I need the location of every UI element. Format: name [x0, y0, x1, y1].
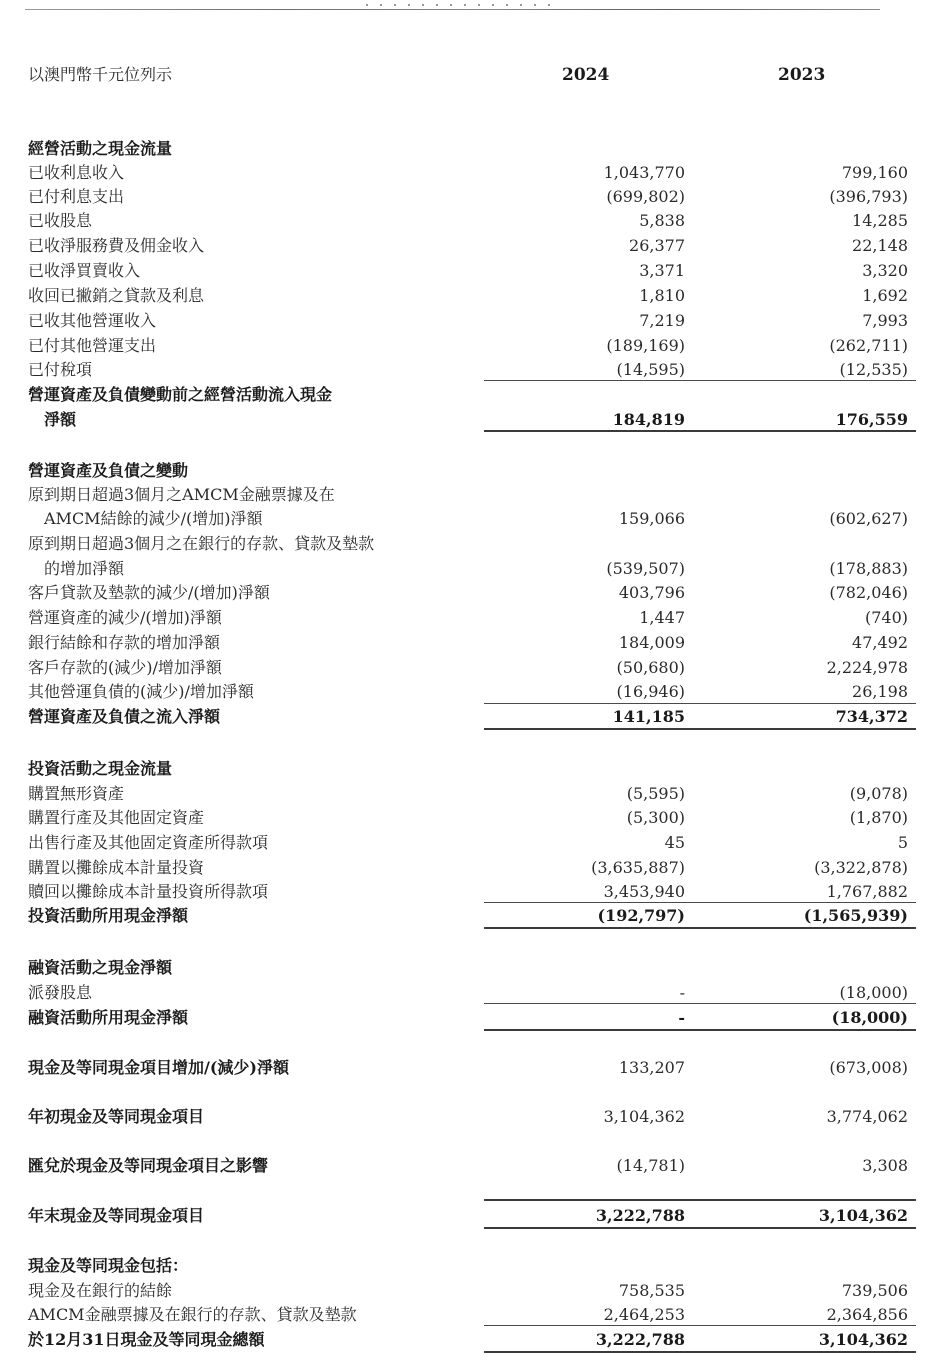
summary-row-opening — [0, 1106, 933, 1130]
row-label: 已收利息收入 — [28, 163, 125, 182]
value-2023: (740) — [864, 608, 908, 627]
value-2024: 159,066 — [618, 509, 685, 528]
value-2023: 3,320 — [862, 261, 908, 280]
table-row — [0, 285, 933, 309]
subtotal-row-operating-line1 — [0, 384, 933, 408]
value-2023: 2,224,978 — [826, 658, 908, 677]
value-2023: 1,692 — [862, 286, 908, 305]
table-row-line1 — [0, 484, 933, 508]
total-rule — [484, 1351, 916, 1353]
value-2023: 47,492 — [852, 633, 908, 652]
value-2023: (602,627) — [829, 509, 908, 528]
table-row — [0, 657, 933, 681]
summary-row-fx-effect — [0, 1155, 933, 1179]
row-label: 現金及在銀行的結餘 — [28, 1281, 173, 1300]
section-title: 現金及等同現金包括： — [28, 1256, 189, 1275]
row-label: 於12月31日現金及等同現金總額 — [28, 1330, 265, 1349]
value-2024: 141,185 — [612, 707, 685, 726]
section-title: 經營活動之現金流量 — [28, 139, 173, 158]
value-2023: (396,793) — [829, 187, 908, 206]
value-2023: 3,308 — [862, 1156, 908, 1175]
value-2024: 1,447 — [639, 608, 685, 627]
row-label: 購置以攤餘成本計量投資 — [28, 858, 205, 877]
row-label: 原到期日超過3個月之在銀行的存款、貸款及墊款 — [28, 534, 375, 553]
value-2023: 3,104,362 — [818, 1330, 908, 1349]
section-title-composition — [0, 1255, 933, 1279]
section-title-financing — [0, 957, 933, 981]
value-2023: 734,372 — [835, 707, 908, 726]
table-row — [0, 162, 933, 186]
table-row — [0, 310, 933, 334]
value-2024: - — [679, 983, 685, 1002]
row-label: AMCM金融票據及在銀行的存款、貸款及墊款 — [28, 1305, 357, 1324]
total-row-composition — [0, 1329, 933, 1353]
value-2023: 1,767,882 — [826, 882, 908, 901]
subtotal-rule — [484, 902, 916, 903]
table-row — [0, 335, 933, 359]
value-2024: 1,043,770 — [603, 163, 685, 182]
value-2023: 3,774,062 — [826, 1107, 908, 1126]
value-2023: (1,565,939) — [803, 906, 908, 925]
row-label: 匯兌於現金及等同現金項目之影響 — [28, 1156, 269, 1175]
table-row — [0, 607, 933, 631]
value-2023: 5 — [897, 833, 908, 852]
row-label: 的增加淨額 — [44, 559, 125, 578]
section-title-working-capital — [0, 460, 933, 484]
value-2023: 26,198 — [852, 682, 908, 701]
table-row — [0, 832, 933, 856]
section-title-investing — [0, 758, 933, 782]
value-2024: 403,796 — [618, 583, 685, 602]
value-2023: 2,364,856 — [826, 1305, 908, 1324]
row-label: 已付其他營運支出 — [28, 336, 157, 355]
summary-row-net-change — [0, 1057, 933, 1081]
value-2024: (192,797) — [597, 906, 685, 925]
value-2023: (673,008) — [829, 1058, 908, 1077]
row-label: 購置行產及其他固定資產 — [28, 808, 205, 827]
table-row — [0, 857, 933, 881]
row-label: 已收淨服務費及佣金收入 — [28, 236, 205, 255]
value-2024: 133,207 — [618, 1058, 685, 1077]
row-label: 融資活動所用現金淨額 — [28, 1008, 189, 1027]
row-label: 其他營運負債的(減少)/增加淨額 — [28, 682, 254, 701]
value-2024: (5,300) — [626, 808, 685, 827]
value-2023: 3,104,362 — [818, 1206, 908, 1225]
section-title: 投資活動之現金流量 — [28, 759, 173, 778]
row-label: 營運資產的減少/(增加)淨額 — [28, 608, 222, 627]
table-row — [0, 210, 933, 234]
row-label: 出售行產及其他固定資產所得款項 — [28, 833, 269, 852]
value-2024: 5,838 — [639, 211, 685, 230]
table-row — [0, 807, 933, 831]
row-label: 銀行結餘和存款的增加淨額 — [28, 633, 221, 652]
value-2024: (3,635,887) — [591, 858, 685, 877]
table-row — [0, 260, 933, 284]
unit-label: 以澳門幣千元位列示 — [28, 65, 173, 84]
value-2023: 799,160 — [841, 163, 908, 182]
value-2024: (699,802) — [606, 187, 685, 206]
row-label: 購置無形資產 — [28, 784, 125, 803]
value-2024: 2,464,253 — [603, 1305, 685, 1324]
scan-artifact-dots — [360, 4, 560, 6]
value-2024: 26,377 — [629, 236, 685, 255]
table-row — [0, 632, 933, 656]
table-row — [0, 186, 933, 210]
value-2024: - — [678, 1008, 685, 1027]
row-label: 原到期日超過3個月之AMCM金融票據及在 — [28, 485, 335, 504]
row-label: 派發股息 — [28, 983, 93, 1002]
table-row — [0, 681, 933, 705]
table-row — [0, 558, 933, 582]
row-label: AMCM結餘的減少/(增加)淨額 — [44, 509, 263, 528]
value-2024: 3,371 — [639, 261, 685, 280]
row-label: 營運資產及負債變動前之經營活動流入現金 — [28, 385, 333, 404]
row-label: 客戶存款的(減少)/增加淨額 — [28, 658, 222, 677]
row-label: 年末現金及等同現金項目 — [28, 1206, 205, 1225]
row-label: 已付利息支出 — [28, 187, 125, 206]
value-2024: 3,222,788 — [595, 1330, 685, 1349]
value-2024: 7,219 — [639, 311, 685, 330]
table-row — [0, 783, 933, 807]
total-rule — [484, 728, 916, 730]
subtotal-row-financing — [0, 1007, 933, 1031]
total-rule — [484, 1227, 916, 1229]
value-2023: 739,506 — [841, 1281, 908, 1300]
value-2023: (3,322,878) — [814, 858, 908, 877]
row-label: 已付稅項 — [28, 360, 93, 379]
value-2024: 3,222,788 — [595, 1206, 685, 1225]
table-row — [0, 1280, 933, 1304]
value-2024: 184,009 — [618, 633, 685, 652]
value-2024: (189,169) — [606, 336, 685, 355]
value-2024: (14,781) — [616, 1156, 685, 1175]
row-label: 客戶貸款及墊款的減少/(增加)淨額 — [28, 583, 270, 602]
value-2023: (18,000) — [831, 1008, 908, 1027]
value-2023: (18,000) — [839, 983, 908, 1002]
row-label: 淨額 — [44, 410, 77, 429]
total-rule — [484, 1029, 916, 1031]
row-label: 收回已撇銷之貸款及利息 — [28, 286, 205, 305]
value-2024: 45 — [664, 833, 685, 852]
value-2023: (262,711) — [829, 336, 908, 355]
value-2024: (16,946) — [616, 682, 685, 701]
table-row — [0, 508, 933, 532]
section-title: 營運資產及負債之變動 — [28, 461, 189, 480]
value-2023: (782,046) — [829, 583, 908, 602]
value-2023: (12,535) — [839, 360, 908, 379]
value-2024: 184,819 — [612, 410, 685, 429]
value-2024: (50,680) — [616, 658, 685, 677]
column-header-2023: 2023 — [778, 65, 826, 85]
row-label: 年初現金及等同現金項目 — [28, 1107, 205, 1126]
value-2023: (1,870) — [849, 808, 908, 827]
subtotal-rule — [484, 1325, 916, 1326]
table-row-line1 — [0, 533, 933, 557]
row-label: 投資活動所用現金淨額 — [28, 906, 189, 925]
total-rule — [484, 430, 916, 432]
value-2023: (178,883) — [829, 559, 908, 578]
value-2023: 7,993 — [862, 311, 908, 330]
value-2024: 3,104,362 — [603, 1107, 685, 1126]
row-label: 營運資產及負債之流入淨額 — [28, 707, 221, 726]
total-rule — [484, 927, 916, 929]
row-label: 贖回以攤餘成本計量投資所得款項 — [28, 882, 269, 901]
row-label: 已收股息 — [28, 211, 93, 230]
value-2024: (14,595) — [616, 360, 685, 379]
value-2023: 176,559 — [835, 410, 908, 429]
value-2023: 14,285 — [852, 211, 908, 230]
value-2024: 3,453,940 — [603, 882, 685, 901]
value-2023: (9,078) — [849, 784, 908, 803]
value-2024: (5,595) — [626, 784, 685, 803]
table-row — [0, 235, 933, 259]
value-2024: (539,507) — [606, 559, 685, 578]
value-2024: 1,810 — [639, 286, 685, 305]
page-top-rule — [25, 9, 880, 10]
summary-row-closing — [0, 1205, 933, 1229]
section-title: 融資活動之現金淨額 — [28, 958, 173, 977]
subtotal-rule — [484, 1003, 916, 1004]
section-title-operating — [0, 138, 933, 162]
subtotal-rule — [484, 380, 916, 381]
row-label: 現金及等同現金項目增加/(減少)淨額 — [28, 1058, 289, 1077]
value-2023: 22,148 — [852, 236, 908, 255]
table-row — [0, 582, 933, 606]
value-2024: 758,535 — [618, 1281, 685, 1300]
subtotal-row-investing — [0, 905, 933, 929]
subtotal-row-working-capital — [0, 706, 933, 730]
subtotal-rule — [484, 1199, 916, 1201]
subtotal-rule — [484, 703, 916, 704]
row-label: 已收其他營運收入 — [28, 311, 157, 330]
row-label: 已收淨買賣收入 — [28, 261, 141, 280]
column-header-2024: 2024 — [562, 65, 610, 85]
